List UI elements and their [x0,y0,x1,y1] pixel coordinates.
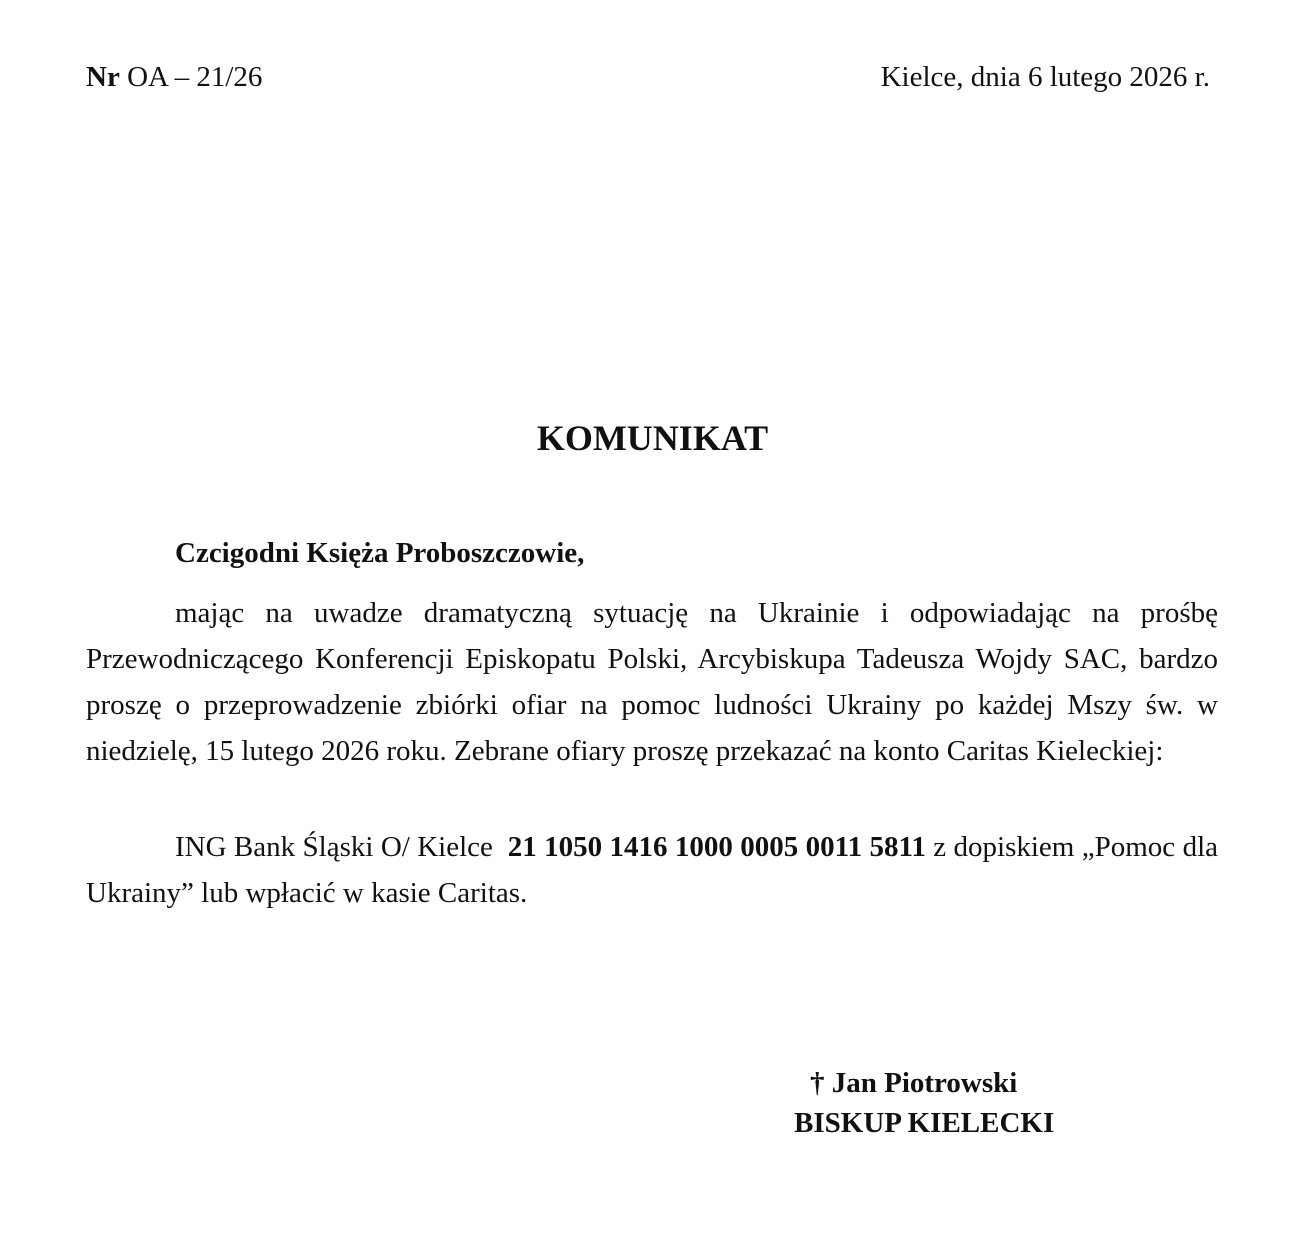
document-title: KOMUNIKAT [536,418,769,458]
salutation: Czcigodni Księża Proboszczowie, [175,537,585,569]
document-reference [86,63,262,92]
body-paragraph-account [86,824,1218,916]
reference-prefix: Nr [86,61,120,93]
signature-name: † Jan Piotrowski [810,1067,1018,1099]
place-and-date: Kielce, dnia 6 lutego 2026 r. [880,61,1210,93]
body-paragraph-appeal: mając na uwadze dramatyczną sytuację na Ukrainie i odpowiadając na prośbę Przewodniczącego Konferencji Episkopatu Polski, Arcybiskupa Tadeusza Wojdy SAC, bardzo proszę o przeprowadzenie zbiórki ofiar na pomoc ludności Ukrainy po każdej Mszy św. w niedzielę, 15 lutego 2026 roku. Zebrane ofiary proszę przekazać na konto Caritas Kieleckiej: [86,597,1218,767]
signature-title: BISKUP KIELECKI [794,1107,1055,1139]
transfer-note: z dopiskiem „Pomoc dla Ukrainy” lub wpłacić w kasie Caritas. [86,831,1219,909]
reference-number: OA – 21/26 [127,61,263,93]
bank-name: ING Bank Śląski O/ Kielce [175,831,493,863]
bank-account-number: 21 1050 1416 1000 0005 0011 5811 [507,831,926,863]
